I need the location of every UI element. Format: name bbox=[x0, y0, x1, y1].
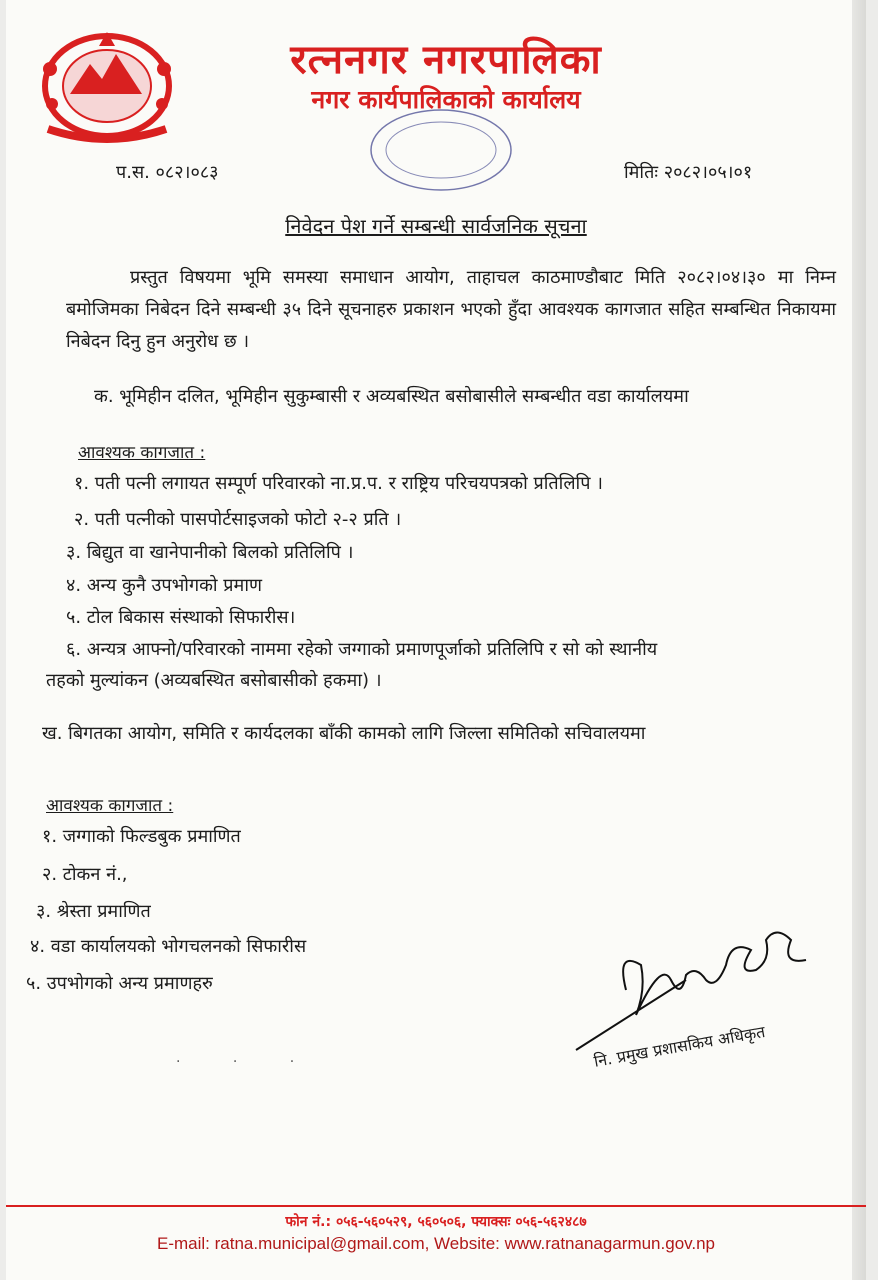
list-item: ६. अन्यत्र आफ्नो/परिवारको नाममा रहेको जग्गाको प्रमाणपूर्जाको प्रतिलिपि र सो को स्थानीय bbox=[66, 639, 658, 660]
intro-paragraph: प्रस्तुत विषयमा भूमि समस्या समाधान आयोग, ताहाचल काठमाण्डौबाट मिति २०८२।०४।३० मा निम्न बमोजिमका निबेदन दिने सम्बन्धी ३५ दिने सूचनाहरु प्रकाशन भएको हुँदा आवश्यक कागजात सहित सम्बन्धित निकायमा निबेदन दिनु हुन अनुरोध छ । bbox=[66, 267, 836, 352]
list-item: १. जग्गाको फिल्डबुक प्रमाणित bbox=[42, 826, 241, 847]
list-item: ५. उपभोगको अन्य प्रमाणहरु bbox=[26, 973, 213, 994]
list-item: ३. बिद्युत वा खानेपानीको बिलको प्रतिलिपि । bbox=[66, 542, 354, 563]
section-b-docs-label: आवश्यक कागजात : bbox=[46, 796, 174, 816]
list-item: ४. वडा कार्यालयको भोगचलनको सिफारीस bbox=[30, 936, 307, 957]
reference-number: प.स. ०८२।०८३ bbox=[116, 162, 219, 183]
list-item: २. पती पत्नीको पासपोर्टसाइजको फोटो २-२ प्रति । bbox=[74, 509, 402, 530]
letter-date: मितिः २०८२।०५।०१ bbox=[624, 162, 753, 183]
footer-divider bbox=[6, 1205, 866, 1207]
office-subtitle: नगर कार्यपालिकाको कार्यालय bbox=[311, 85, 581, 114]
signatory-title: नि. प्रमुख प्रशासकिय अधिकृत bbox=[592, 1022, 767, 1071]
list-item: ४. अन्य कुनै उपभोगको प्रमाण bbox=[66, 575, 262, 596]
notice-title: निवेदन पेश गर्ने सम्बन्धी सार्वजनिक सूचना bbox=[285, 214, 587, 238]
section-a-docs-label: आवश्यक कागजात : bbox=[78, 443, 206, 463]
faint-dots: . . . bbox=[176, 1050, 319, 1066]
section-b-heading: ख. बिगतका आयोग, समिति र कार्यदलका बाँकी कामको लागि जिल्ला समितिको सचिवालयमा bbox=[42, 723, 646, 744]
footer-email-website: E-mail: ratna.municipal@gmail.com, Website: www.ratnanagarmun.gov.np bbox=[156, 1234, 716, 1253]
office-stamp-icon bbox=[366, 108, 516, 198]
municipality-title: रत्ननगर नगरपालिका bbox=[290, 37, 602, 83]
footer-phone: फोन नं.: ०५६-५६०५२९, ५६०५०६, फ्याक्सः ०५६-५६२४८७ bbox=[285, 1214, 587, 1230]
list-item: २. टोकन नं., bbox=[42, 864, 128, 885]
letter-page bbox=[6, 0, 866, 1280]
nepal-emblem-icon bbox=[30, 24, 184, 144]
list-item: ३. श्रेस्ता प्रमाणित bbox=[36, 901, 151, 922]
section-a-heading: क. भूमिहीन दलित, भूमिहीन सुकुम्बासी र अव्यबस्थित बसोबासीले सम्बन्धीत वडा कार्यालयमा bbox=[94, 386, 689, 407]
page-edge bbox=[852, 0, 866, 1280]
list-item: १. पती पत्नी लगायत सम्पूर्ण परिवारको ना.प्र.प. र राष्ट्रिय परिचयपत्रको प्रतिलिपि । bbox=[74, 473, 603, 494]
list-item: तहको मुल्यांकन (अव्यबस्थित बसोबासीको हकमा) । bbox=[46, 670, 382, 691]
list-item: ५. टोल बिकास संस्थाको सिफारीस। bbox=[66, 607, 296, 628]
